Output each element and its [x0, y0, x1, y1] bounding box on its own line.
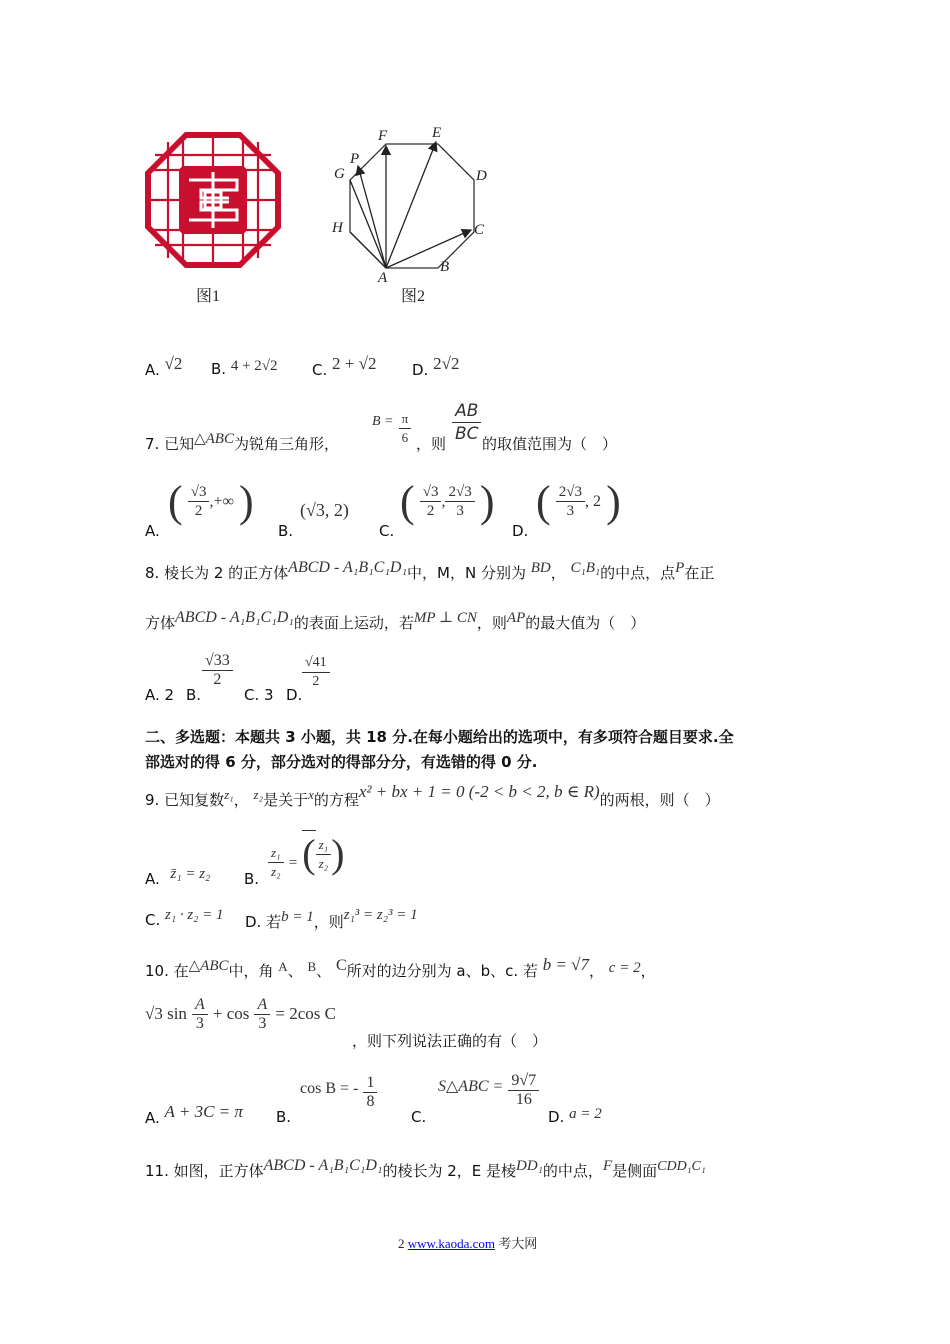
q10-option-c-expr: S△ABC = $\frac{9√7}{16}$	[438, 1072, 539, 1109]
figure-1-window-lattice	[145, 132, 281, 268]
label-G: G	[334, 166, 345, 182]
q10-option-b-label: B.	[276, 1108, 292, 1126]
figure-2-octagon-diagram	[326, 120, 496, 290]
section-2-heading-line-1: 二、多选题：本题共 3 小题，共 18 分.在每小题给出的选项中，有多项符合题目要求.全	[145, 728, 734, 746]
q11-stem: 11. 如图，正方体ABCD - A₁B₁C₁D₁的棱长为 2，E 是棱DD₁的中点，F是侧面CDD₁C₁	[145, 1157, 706, 1180]
q7-stem-prefix: 7. 已知△ABC为锐角三角形，	[145, 431, 339, 453]
q10-stem-line-1: 10. 在△ABC中，角 A、 B、 C所对的边分别为 a、b、c. 若 b = √7， c = 2，	[145, 955, 656, 980]
page-footer	[398, 1233, 537, 1252]
q10-equation: √3 sin $\frac{A}{3}$ + cos $\frac{A}{3}$ = 2cos C	[145, 996, 336, 1032]
q7-option-d-expr: ( $\frac{2√3}{3}$ , 2 )	[536, 477, 621, 526]
q8-option-d-frac: $\frac{√41}{2}$	[302, 654, 330, 691]
q8-line-1: 8. 棱长为 2 的正方体ABCD - A₁B₁C₁D₁中，M，N 分别为 BD， C₁B₁的中点，点P在正	[145, 559, 715, 582]
footer-link[interactable]: www.kaoda.com	[407, 1236, 495, 1251]
footer-site-name: 考大网	[498, 1236, 538, 1251]
q8-option-b-frac: $\frac{√33}{2}$	[202, 652, 233, 689]
q8-line-2: 方体ABCD - A₁B₁C₁D₁的表面上运动，若MP ⊥ CN，则AP的最大值为（ ）	[145, 609, 646, 632]
q8-option-b-label: B.	[186, 686, 202, 704]
q7-option-d-label: D.	[512, 522, 529, 540]
q6-option-c: C. 2 + √2	[312, 354, 377, 379]
label-H: H	[332, 220, 343, 236]
q9-option-b-expr: $\frac{\text{z₁}}{\text{z₂}}$ = ( $\frac{\text{z₁}}{\text{z₂}}$ )	[268, 830, 345, 881]
q8-option-c: C. 3	[244, 686, 274, 704]
q10-option-c-label: C.	[411, 1108, 427, 1126]
figure-2-caption: 图2	[401, 288, 426, 305]
q9-option-d: D. 若b = 1，则z₁³ = z₂³ = 1	[245, 907, 418, 931]
label-B: B	[440, 259, 450, 275]
q7-ratio: $\frac{AB}{BC}$	[452, 400, 482, 445]
q6-option-d: D. 2√2	[412, 354, 460, 379]
q7-angle-b: B = $\frac{\pi}{6}$	[372, 410, 411, 447]
q7-then: ，则	[416, 435, 447, 453]
figure-1-caption: 图1	[196, 288, 221, 305]
q9-option-a: A. z̄₁ = z₂	[145, 866, 211, 888]
q7-option-a-label: A.	[145, 522, 160, 540]
label-D: D	[476, 168, 487, 184]
q7-option-c-label: C.	[379, 522, 395, 540]
label-C: C	[474, 222, 485, 238]
q7-option-b-expr: (√3, 2)	[300, 500, 349, 520]
q7-option-b-label: B.	[278, 522, 294, 540]
q10-option-b-expr: cos B = - $\frac{1}{8}$	[300, 1074, 377, 1111]
q7-option-c-expr: ( $\frac{√3}{2}$ , $\frac{2√3}{3}$ )	[400, 477, 495, 526]
q6-option-a: A. √2	[145, 354, 183, 379]
q7-option-a-expr: ( $\frac{√3}{2}$ ,+∞ )	[168, 477, 254, 526]
q7-suffix: 的取值范围为（ ）	[482, 435, 618, 453]
q8-option-d-label: D.	[286, 686, 303, 704]
q9-stem: 9. 已知复数z₁， z₂是关于x的方程x² + bx + 1 = 0 (-2 < b < 2, b ∈ R)的两根，则（ ）	[145, 782, 720, 809]
q6-option-b: B. 4 + 2√2	[211, 358, 278, 378]
label-E: E	[432, 125, 442, 141]
label-A: A	[378, 270, 388, 286]
label-F: F	[378, 128, 388, 144]
q10-option-a: A. A + 3C = π	[145, 1102, 243, 1127]
q8-option-a: A. 2	[145, 686, 175, 704]
section-2-heading-line-2: 部选对的得 6 分，部分选对的得部分分，有选错的得 0 分.	[145, 753, 538, 771]
label-P: P	[350, 151, 360, 167]
page-number: 2	[398, 1236, 405, 1251]
q10-stem-suffix: ，则下列说法正确的有（ ）	[352, 1032, 548, 1050]
q10-option-d: D. a = 2	[548, 1106, 602, 1126]
q9-option-c: C. z₁ · z₂ = 1	[145, 907, 224, 929]
q9-option-b-label: B.	[244, 870, 260, 888]
